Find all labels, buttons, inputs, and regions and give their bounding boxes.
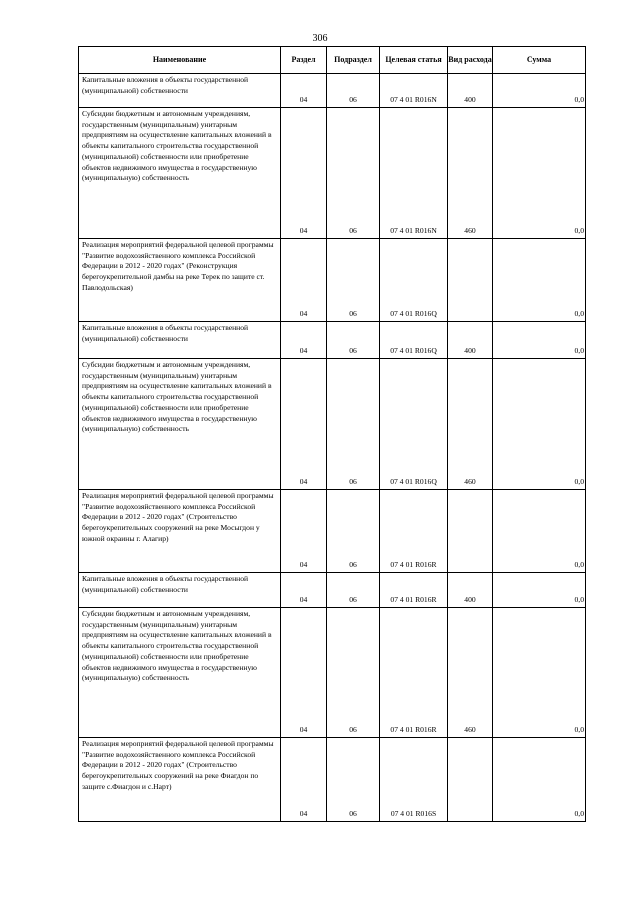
row-section: 04 (281, 108, 327, 239)
row-expense-type: 400 (448, 74, 493, 108)
row-subsection: 06 (327, 359, 380, 490)
row-name: Капитальные вложения в объекты государственной (муниципальной) собственности (79, 573, 281, 608)
budget-table (78, 46, 586, 822)
row-expense-type: 460 (448, 108, 493, 239)
table-row (79, 322, 586, 359)
row-target-article: 07 4 01 R016Q (380, 322, 448, 359)
table-row (79, 239, 586, 322)
row-expense-type: 400 (448, 322, 493, 359)
table-row (79, 573, 586, 608)
row-section: 04 (281, 738, 327, 822)
row-expense-type (448, 490, 493, 573)
row-subsection: 06 (327, 108, 380, 239)
row-name: Субсидии бюджетным и автономным учреждениям, государственным (муниципальным) унитарным предприятиям на осуществление капитальных вложений в объекты капитального строительства государственной (муниципальной) собственности или приобретение объектов недвижимого имущества в государственную (муниципальную) собственность (79, 359, 281, 490)
row-section: 04 (281, 322, 327, 359)
row-target-article: 07 4 01 R016Q (380, 239, 448, 322)
header-subsection: Подраздел (327, 47, 380, 74)
row-amount: 0,0 (493, 738, 586, 822)
row-amount: 0,0 (493, 108, 586, 239)
row-target-article: 07 4 01 R016R (380, 608, 448, 738)
table-row (79, 108, 586, 239)
row-subsection: 06 (327, 738, 380, 822)
row-amount: 0,0 (493, 490, 586, 573)
header-amount: Сумма (493, 47, 586, 74)
row-name: Реализация мероприятий федеральной целевой программы "Развитие водохозяйственного комплекса Российской Федерации в 2012 - 2020 годах" (Строительство берегоукрепительных сооружений на реке Фиагдон по защите с.Фиагдон и с.Нарт) (79, 738, 281, 822)
page-number: 306 (312, 33, 328, 44)
header-target-article: Целевая статья (380, 47, 448, 74)
row-amount: 0,0 (493, 359, 586, 490)
row-section: 04 (281, 74, 327, 108)
header-name: Наименование (79, 47, 281, 74)
row-amount: 0,0 (493, 322, 586, 359)
row-amount: 0,0 (493, 608, 586, 738)
row-name: Субсидии бюджетным и автономным учреждениям, государственным (муниципальным) унитарным предприятиям на осуществление капитальных вложений в объекты капитального строительства государственной (муниципальной) собственности или приобретение объектов недвижимого имущества в государственную (муниципальную) собственность (79, 108, 281, 239)
row-target-article: 07 4 01 R016R (380, 490, 448, 573)
row-name: Субсидии бюджетным и автономным учреждениям, государственным (муниципальным) унитарным предприятиям на осуществление капитальных вложений в объекты капитального строительства государственной (муниципальной) собственности или приобретение объектов недвижимого имущества в государственную (муниципальную) собственность (79, 608, 281, 738)
row-expense-type (448, 738, 493, 822)
row-section: 04 (281, 573, 327, 608)
header-section: Раздел (281, 47, 327, 74)
row-subsection: 06 (327, 573, 380, 608)
row-expense-type: 400 (448, 573, 493, 608)
row-name: Реализация мероприятий федеральной целевой программы "Развитие водохозяйственного комплекса Российской Федерации в 2012 - 2020 годах" (Реконструкция берегоукрепительной дамбы на реке Терек по защите ст. Павлодольская) (79, 239, 281, 322)
table-header-row (79, 47, 586, 74)
row-target-article: 07 4 01 R016N (380, 74, 448, 108)
row-target-article: 07 4 01 R016N (380, 108, 448, 239)
row-section: 04 (281, 239, 327, 322)
row-target-article: 07 4 01 R016R (380, 573, 448, 608)
row-name: Капитальные вложения в объекты государственной (муниципальной) собственности (79, 322, 281, 359)
row-section: 04 (281, 359, 327, 490)
row-expense-type (448, 239, 493, 322)
row-subsection: 06 (327, 608, 380, 738)
row-name: Капитальные вложения в объекты государственной (муниципальной) собственности (79, 74, 281, 108)
table-row (79, 608, 586, 738)
row-target-article: 07 4 01 R016S (380, 738, 448, 822)
table-row (79, 490, 586, 573)
row-subsection: 06 (327, 239, 380, 322)
row-expense-type: 460 (448, 608, 493, 738)
table-row (79, 738, 586, 822)
row-section: 04 (281, 490, 327, 573)
header-expense-type: Вид расхода (448, 47, 493, 74)
row-amount: 0,0 (493, 573, 586, 608)
row-subsection: 06 (327, 322, 380, 359)
table-row (79, 359, 586, 490)
table-row (79, 74, 586, 108)
row-target-article: 07 4 01 R016Q (380, 359, 448, 490)
row-expense-type: 460 (448, 359, 493, 490)
row-amount: 0,0 (493, 239, 586, 322)
row-subsection: 06 (327, 74, 380, 108)
row-amount: 0,0 (493, 74, 586, 108)
row-name: Реализация мероприятий федеральной целевой программы "Развитие водохозяйственного комплекса Российской Федерации в 2012 - 2020 годах" (Строительство берегоукрепительных сооружений на реке Мосыгдон у южной окраины г. Алагир) (79, 490, 281, 573)
row-subsection: 06 (327, 490, 380, 573)
row-section: 04 (281, 608, 327, 738)
